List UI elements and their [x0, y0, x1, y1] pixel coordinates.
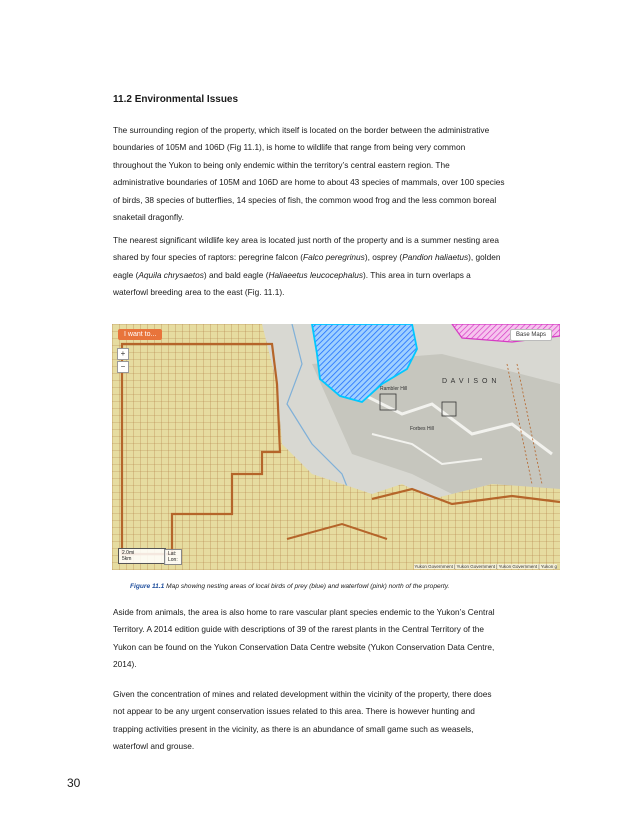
paragraph-plants: [113, 604, 563, 674]
paragraph-wildlife: [113, 122, 563, 226]
zoom-out-button[interactable]: −: [117, 361, 129, 373]
text-line: waterfowl breeding area to the east (Fig. 11.1).: [113, 287, 285, 298]
text-line: snaketail dragonfly.: [113, 212, 184, 223]
base-maps-button[interactable]: Base Maps: [510, 329, 552, 341]
lat-label: Lat:: [168, 551, 177, 557]
text-line: 2014).: [113, 659, 137, 670]
text-run: eagle (: [113, 269, 139, 280]
text-run: ), osprey (: [364, 252, 403, 263]
text-line: Yukon can be found on the Yukon Conservation Data Centre website (Yukon Conservation Data Centre,: [113, 641, 495, 652]
text-line: [113, 249, 563, 266]
lon-label: Lon:: [168, 557, 178, 563]
lat-lon-readout: [164, 549, 182, 565]
text-line: Aside from animals, the area is also home to rare vascular plant species endemic to the Yukon’s Central: [113, 607, 495, 617]
text-run: ), golden: [468, 252, 501, 263]
figure-caption: [130, 583, 570, 590]
text-line: trapping activities present in the vicinity, as there is an abundance of small game such as weasels,: [113, 723, 474, 734]
text-run: ). This area in turn overlaps a: [363, 269, 471, 280]
page-number: 30: [67, 776, 81, 790]
species-name: Pandion haliaetus: [402, 252, 469, 263]
paragraph-raptors: [113, 232, 563, 302]
i-want-to-button[interactable]: I want to...: [118, 329, 162, 340]
text-line: boundaries of 105M and 106D (Fig 11.1), is home to wildlife that range from being very common: [113, 142, 466, 153]
text-line: not appear to be any urgent conservation issues related to this area. There is however hunting and: [113, 706, 475, 717]
figure-map[interactable]: [112, 324, 560, 570]
text-line: of birds, 38 species of butterflies, 14 species of fish, the common wood frog and the less common boreal: [113, 194, 497, 205]
place-label: Forbes Hill: [410, 426, 434, 432]
map-attribution: Yukon Government | Yukon Government | Yukon Government | Yukon g: [414, 564, 557, 569]
zoom-controls: [117, 348, 127, 374]
text-line: The nearest significant wildlife key area is located just north of the property and is a summer nesting area: [113, 235, 500, 245]
section-heading: 11.2 Environmental Issues: [113, 94, 239, 105]
text-line: waterfowl and grouse.: [113, 741, 195, 752]
place-label: D A V I S O N: [442, 378, 498, 385]
text-line: Given the concentration of mines and related development within the vicinity of the property, there does: [113, 689, 492, 699]
text-line: Territory. A 2014 edition guide with descriptions of 39 of the rarest plants in the Central Territory of the: [113, 624, 484, 635]
scale-bar: [118, 548, 166, 564]
species-name: Aquila chrysaetos: [138, 269, 204, 280]
scale-label: 2.0mi: [122, 550, 135, 556]
text-line: The surrounding region of the property, which itself is located on the border between the administrative: [113, 125, 490, 135]
species-name: Falco peregrinus: [303, 252, 365, 263]
map-canvas: [112, 324, 560, 570]
species-name: Haliaeetus leucocephalus: [268, 269, 364, 280]
text-line: [113, 267, 563, 284]
text-line: throughout the Yukon to being only endemic within the territory’s central eastern region. The: [113, 159, 450, 170]
scale-label: 5km: [122, 556, 132, 562]
place-label: Rambler Hill: [380, 386, 408, 392]
caption-text: Map showing nesting areas of local birds of prey (blue) and waterfowl (pink) north of the property.: [164, 583, 450, 590]
paragraph-conservation: [113, 686, 563, 756]
zoom-in-button[interactable]: +: [117, 348, 129, 360]
text-line: administrative boundaries of 105M and 106D are home to about 43 species of mammals, over 100 species: [113, 177, 505, 188]
figure-label: Figure 11.1: [130, 583, 165, 590]
text-run: shared by four species of raptors: peregrine falcon (: [113, 252, 304, 263]
text-run: ) and bald eagle (: [203, 269, 269, 280]
